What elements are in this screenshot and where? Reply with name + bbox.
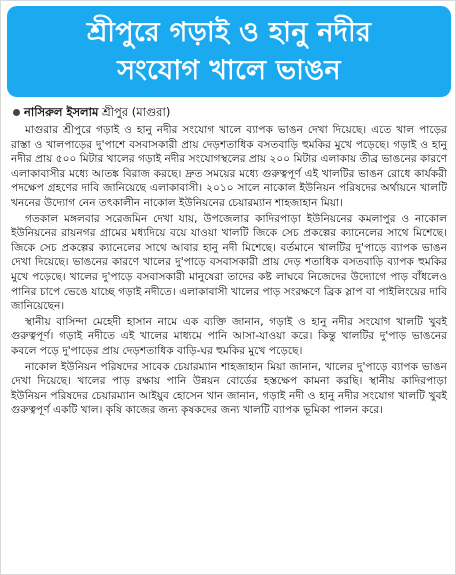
bullet-icon — [13, 109, 20, 116]
reporter-name: নাসিরুল ইসলাম — [24, 105, 99, 119]
paragraph: গতকাল মঙ্গলবার সরেজমিন দেখা যায়, উপজেলার কাদিরপাড়া ইউনিয়নের কমলাপুর ও নাকোল ইউনিয়নের রায়নগর গ্রামের মধ্যদিয়ে বয়ে যাওয়া খালটি জিকে সেচ প্রকল্পের ক্যানেলের সাথে মিশেছে। জিকে সেচ প্রকল্পের ক্যানেলের সাথে আবার হানু নদী মিশেছে। বর্তমানে খালটির দু'পাড়ে ব্যাপক ভাঙন দেখা দিয়েছে। ভাঙনের কারণে খালের দু'পাড়ে বসবাসকারী প্রায় দেড় শতাধিক বসতবাড়ি ব্যাপক হুমকির মুখে পড়েছে। খালের দু'পাড়ে বসবাসকারী মানুষেরা তাদের কষ্ট লাঘবে নিজেদের উদ্যোগে পাড় বাঁধলেও পানির চাপে ভেঙে যাচ্ছে গড়াই নদীতে। এলাকাবাসী খালের পাড় সংরক্ষণে ব্রিক স্লাপ বা পাইলিংয়ের দাবি জানিয়েছেন। — [11, 212, 447, 313]
paragraph: মাগুরার শ্রীপুরে গড়াই ও হানু নদীর সংযোগ খালে ব্যাপক ভাঙন দেখা দিয়েছে। এতে খাল পাড়ের রাস্তা ও খালপাড়ের দু'পাশে বসবাসকারী প্রায় দেড়শতাধিক বসতবাড়ি হুমকির মুখে পড়েছে। গড়াই ও হানু নদীর প্রায় ৫০০ মিটার খালের গড়াই নদীর সংযোগস্থলের প্রায় ২০০ মিটার এলাকায় তীব্র ভাঙনের কারণে এলাকাবাসীর মধ্যে আতঙ্ক বিরাজ করছে। দ্রুত সময়ের মধ্যে গুরুত্বপূর্ণ এই খালটির ভাঙন রোধে কার্যকরী পদক্ষেপ গ্রহণের দাবি জানিয়েছে এলাকাবাসী। ২০১০ সালে নাকোল ইউনিয়ন পরিষদের অর্থায়নে খালটি খননের উদ্যোগ নেন তৎকালীন নাকোল ইউনিয়নের চেয়ারম্যান শাহজাহান মিয়া। — [11, 124, 447, 209]
paragraph: নাকোল ইউনিয়ন পরিষদের সাবেক চেয়ারম্যান শাহজাহান মিয়া জানান, খালের দু'পাড়ে ব্যাপক ভাঙন দেখা দিয়েছে। খালের পাড় রক্ষায় পানি উন্নয়ন বোর্ডের হস্তক্ষেপ কামনা করছি। স্থানীয় কাদিরপাড়া ইউনিয়ন পরিষদের চেয়ারম্যান আইয়ুব হোসেন খান জানান, গড়াই নদী ও হানু নদীর সংযোগ খালটি খুবই গুরুত্বপূর্ণ একটি খাল। কৃষি কাজের জন্য কৃষকদের জন্য খালটি ব্যাপক ভূমিকা পালন করে। — [11, 360, 447, 417]
byline — [13, 104, 170, 123]
dateline-location: শ্রীপুর (মাগুরা) — [102, 105, 171, 119]
article-body — [11, 123, 447, 419]
headline-line-2: সংযোগ খালে ভাঙন — [117, 54, 341, 86]
headline-line-1: শ্রীপুরে গড়াই ও হানু নদীর — [86, 16, 372, 48]
paragraph: স্থানীয় বাসিন্দা মেহেদী হাসান নামে এক ব্যক্তি জানান, গড়াই ও হানু নদীর সংযোগ খালটি খুবই গুরুত্বপূর্ণ। গড়াই নদীতে এই খালের মাধ্যমে পানি আসা-যাওয়া করে। কিন্তু খালটির দু'পাড় ভাঙনের কবলে পড়ে দু'পাড়ের প্রায় দেড়শতাধিক বাড়ি-ঘর হুমকির মুখে পড়েছে। — [11, 315, 447, 357]
headline-banner — [7, 6, 451, 97]
